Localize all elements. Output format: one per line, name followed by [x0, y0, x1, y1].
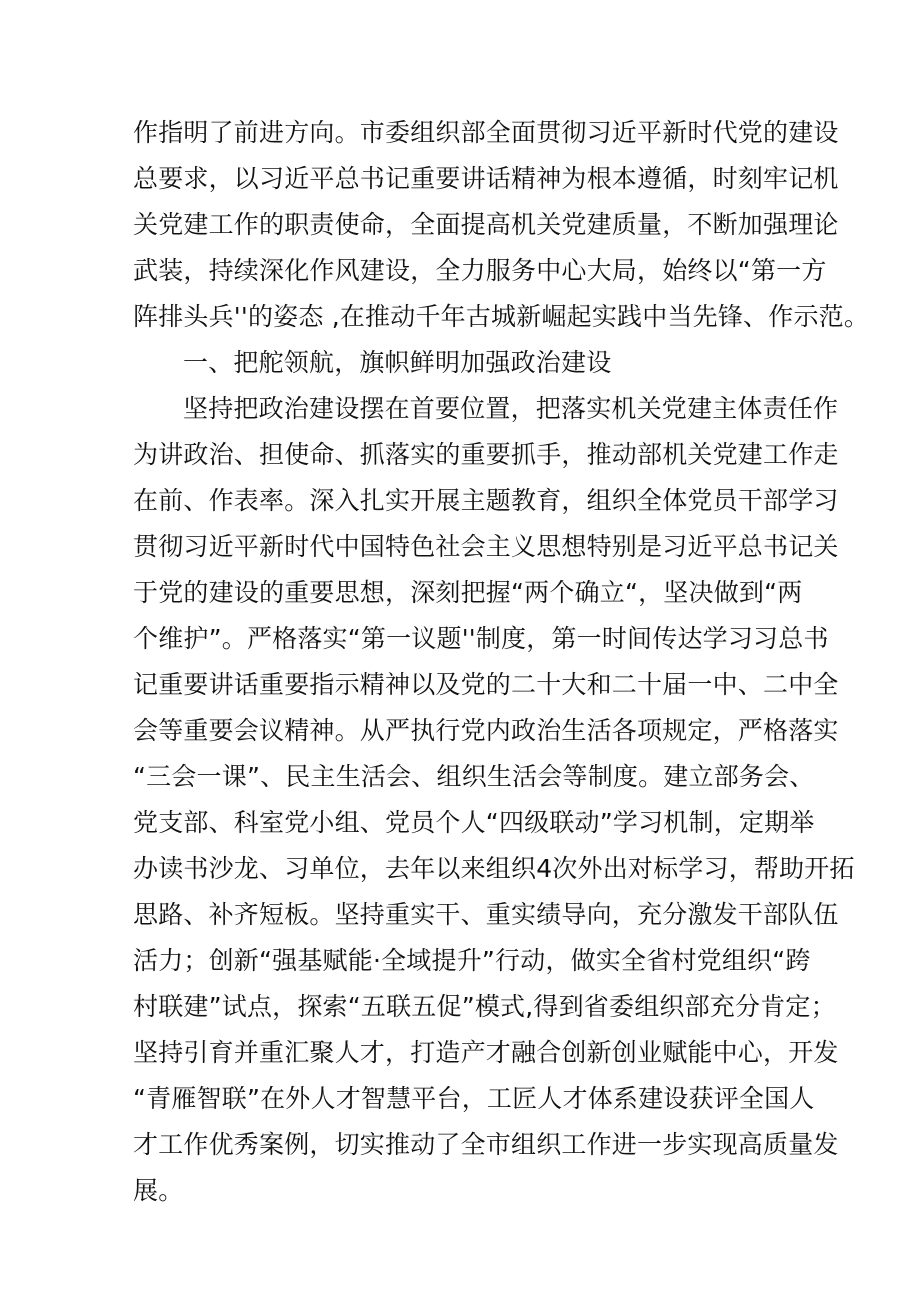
body-text: [133, 110, 870, 1214]
text-line: 思路、补齐短板。坚持重实干、重实绩导向，充分激发干部队伍: [133, 900, 839, 929]
text-line: 为讲政治、担使命、抓落实的重要抓手，推动部机关党建工作走: [133, 440, 839, 469]
text-line: 会等重要会议精神。从严执行党内政治生活各项规定，严格落实: [133, 716, 839, 745]
text-line: 于党的建设的重要思想，深刻把握“两个确立“，坚决做到“两: [133, 578, 803, 607]
paragraph-first-line: 坚持把政治建设摆在首要位置，把落实机关党建主体责任作: [183, 394, 839, 423]
text-line: 作指明了前进方向。市委组织部全面贯彻习近平新时代党的建设: [133, 118, 839, 147]
text-line: 在前、作表率。深入扎实开展主题教育，组织全体党员干部学习: [133, 486, 839, 515]
text-line: 记重要讲话重要指示精神以及党的二十大和二十届一中、二中全: [133, 670, 839, 699]
text-line: 武装，持续深化作风建设，全力服务中心大局，始终以“第一方: [133, 256, 827, 285]
text-line: 关党建工作的职责使命，全面提高机关党建质量，不断加强理论: [133, 210, 839, 239]
text-line: 办读书沙龙、习单位，去年以来组织4次外出对标学习，帮助开拓: [133, 854, 855, 883]
text-line: “青雁智联”在外人才智慧平台，工匠人才体系建设获评全国人: [133, 1084, 815, 1113]
text-line: 总要求，以习近平总书记重要讲话精神为根本遵循，时刻牢记机: [133, 164, 839, 193]
text-line: 村联建”试点，探索“五联五促”模式,得到省委组织部充分肯定；: [133, 992, 836, 1021]
text-line: 贯彻习近平新时代中国特色社会主义思想特别是习近平总书记关: [133, 532, 839, 561]
text-line: 展。: [133, 1176, 184, 1205]
text-line: 才工作优秀案例，切实推动了全市组织工作进一步实现高质量发: [133, 1130, 839, 1159]
section-heading: 一、把舵领航，旗帜鲜明加强政治建设: [183, 348, 612, 377]
text-line: 党支部、科室党小组、党员个人“四级联动”学习机制，定期举: [133, 808, 815, 837]
text-line: 阵排头兵''的姿态 ,在推动千年古城新崛起实践中当先锋、作示范。: [133, 302, 870, 331]
text-line: “三会一课”、民主生活会、组织生活会等制度。建立部务会、: [133, 762, 815, 791]
text-line: 个维护”。严格落实“第一议题''制度，第一时间传达学习习总书: [133, 624, 829, 653]
text-line: 坚持引育并重汇聚人才，打造产才融合创新创业赋能中心，开发: [133, 1038, 839, 1067]
text-line: 活力；创新“强基赋能·全域提升”行动，做实全省村党组织“跨: [133, 946, 811, 975]
